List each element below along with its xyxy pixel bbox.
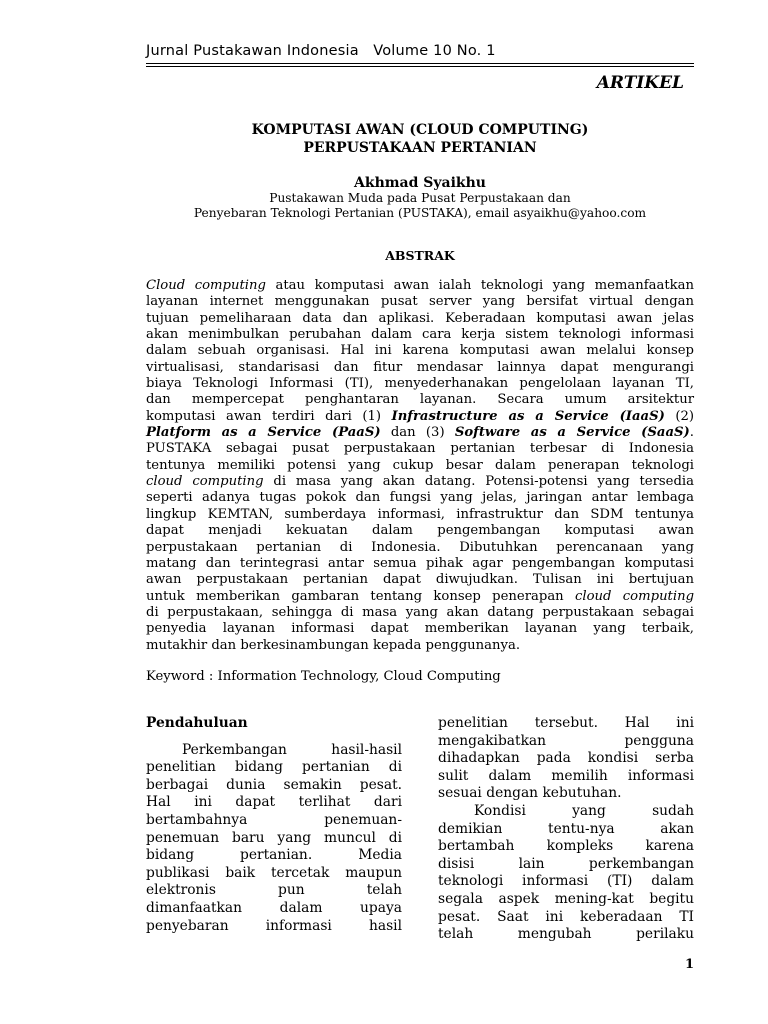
body-line: publikasi baik tercetak maupun (146, 864, 402, 881)
body-line: sesuai dengan kebutuhan. (438, 785, 622, 802)
abstract-line (146, 294, 694, 310)
abstract-line (146, 376, 694, 392)
abstract-text: tentunya memiliki potensi yang cukup besar dalam penerapan teknologi (146, 457, 694, 473)
abstract-line (146, 458, 694, 474)
abstract-text: awan perpustakaan pertanian dapat diwujudkan. Tulisan ini bertujuan (146, 572, 694, 588)
abstract-line (146, 311, 694, 327)
body-line: bertambah kompleks karena (438, 838, 694, 855)
body-line: elektronis pun telah (146, 882, 402, 899)
body-line: penelitian tersebut. Hal ini (438, 715, 694, 731)
abstract-text: penyedia layanan informasi dapat memberikan layanan yang terbaik, (146, 621, 694, 637)
abstract-line (146, 638, 694, 654)
body-line: bidang pertanian. Media (146, 847, 402, 864)
abstract-text: seperti adanya tugas pokok dan fungsi yang jelas, jaringan antar lembaga (146, 490, 694, 506)
abstract-emphasis: Infrastructure as a Service (IaaS) (391, 408, 665, 424)
abstract-line (146, 474, 694, 490)
body-line: segala aspek mening-kat begitu (438, 890, 694, 907)
body-line: penemuan baru yang muncul di (146, 829, 402, 846)
body-column-left (146, 715, 402, 935)
body-line: demikian tentu-nya akan (438, 820, 694, 837)
abstract-line (146, 572, 694, 588)
abstract-text: di masa yang akan datang. Potensi-potensi yang tersedia (263, 474, 694, 490)
abstract-line (146, 360, 694, 376)
author-affiliation-line2: Penyebaran Teknologi Pertanian (PUSTAKA), email asyaikhu@yahoo.com (193, 206, 647, 220)
abstract-text: virtualisasi, standarisasi dan fitur mendasar lainnya dapat mengurangi (146, 359, 694, 375)
abstract-line (146, 392, 694, 408)
abstract-text: biaya Teknologi Informasi (TI), menyederhanakan pengelolaan layanan TI, (146, 376, 694, 392)
abstract-line (146, 278, 694, 294)
body-line: dihadapkan pada kondisi serba (438, 750, 694, 767)
abstract-text: (2) (664, 408, 695, 424)
abstract-line (146, 556, 694, 572)
abstract-line (146, 490, 694, 506)
body-line: mengakibatkan pengguna (438, 732, 694, 749)
abstract-line (146, 621, 694, 637)
header-rule-thick (146, 63, 694, 64)
body-line: bertambahnya penemuan- (146, 811, 402, 828)
abstract-text: lingkup KEMTAN, sumberdaya informasi, infrastruktur dan SDM tentunya (146, 506, 694, 522)
keywords: Keyword : Information Technology, Cloud Computing (146, 669, 501, 684)
body-line: disisi lain perkembangan (438, 855, 694, 872)
body-line: Kondisi yang sudah (474, 802, 694, 819)
abstract-line (146, 441, 694, 457)
abstract-line (146, 523, 694, 539)
abstract-emphasis: Software as a Service (SaaS) (454, 425, 690, 441)
section-label: ARTIKEL (596, 73, 684, 93)
journal-header: Jurnal Pustakawan Indonesia Volume 10 No. 1 (146, 43, 496, 59)
author-name: Akhmad Syaikhu (354, 175, 486, 191)
abstract-line (146, 507, 694, 523)
body-line: teknologi informasi (TI) dalam (438, 873, 694, 890)
abstract-text: di perpustakaan, sehingga di masa yang akan datang perpustakaan sebagai (146, 604, 694, 620)
abstract-emphasis: Platform as a Service (PaaS) (146, 425, 381, 441)
abstract-text: PUSTAKA sebagai pusat perpustakaan pertanian terbesar di Indonesia (146, 441, 694, 457)
abstract-line (146, 540, 694, 556)
abstract-line (146, 605, 694, 621)
article-title-line2: PERPUSTAKAAN PERTANIAN (303, 140, 537, 156)
abstract-emphasis: cloud computing (575, 588, 695, 604)
abstract-heading: ABSTRAK (385, 248, 455, 263)
body-line: Perkembangan hasil-hasil (182, 741, 402, 758)
abstract-text: atau komputasi awan ialah teknologi yang memanfaatkan (265, 278, 694, 293)
abstract-emphasis: Cloud computing (146, 278, 266, 293)
body-column-right (438, 715, 694, 944)
abstract-text: dapat menjadi kekuatan dalam pengembangan komputasi awan (146, 523, 694, 539)
abstract-line (146, 589, 694, 605)
abstract-text: akan menimbulkan perubahan dalam cara kerja sistem teknologi informasi (146, 327, 694, 343)
abstract-text: . (689, 425, 694, 441)
body-line: sulit dalam memilih informasi (438, 767, 694, 784)
page-number: 1 (684, 957, 694, 972)
abstract-line (146, 343, 694, 359)
abstract-line (146, 425, 694, 441)
abstract-text: untuk memberikan gambaran tentang konsep penerapan (146, 588, 575, 604)
abstract-body (146, 278, 694, 654)
abstract-text: perpustakaan pertanian di Indonesia. Dibutuhkan perencanaan yang (146, 539, 694, 555)
abstract-emphasis: cloud computing (146, 474, 264, 490)
header-rule-thin (146, 66, 694, 67)
abstract-line (146, 327, 694, 343)
abstract-line (146, 409, 694, 425)
abstract-text: dalam sebuah organisasi. Hal ini karena komputasi awan melalui konsep (146, 343, 694, 359)
body-line: telah mengubah perilaku (438, 926, 694, 943)
abstract-text: dan (3) (380, 425, 455, 441)
abstract-text: mutakhir dan berkesinambungan kepada penggunanya. (146, 637, 521, 653)
body-line: dimanfaatkan dalam upaya (146, 899, 402, 916)
abstract-text: tujuan pemeliharaan data dan aplikasi. Keberadaan komputasi awan jelas (146, 310, 694, 326)
abstract-text: komputasi awan terdiri dari (1) (146, 408, 392, 424)
body-line: berbagai dunia semakin pesat. (146, 776, 402, 793)
body-line: pesat. Saat ini keberadaan TI (438, 908, 694, 925)
body-line: Hal ini dapat terlihat dari (146, 794, 402, 811)
author-affiliation-line1: Pustakawan Muda pada Pusat Perpustakaan dan (269, 191, 571, 205)
abstract-text: matang dan terintegrasi antar semua pihak agar pengembangan komputasi (146, 555, 694, 571)
body-line: penelitian bidang pertanian di (146, 759, 402, 776)
section-heading: Pendahuluan (146, 715, 248, 731)
abstract-text: layanan internet menggunakan pusat server yang bersifat virtual dengan (146, 294, 694, 310)
article-title-line1: KOMPUTASI AWAN (CLOUD COMPUTING) (251, 122, 589, 138)
abstract-text: dan mempercepat penghantaran layanan. Secara umum arsitektur (146, 392, 694, 408)
body-line: penyebaran informasi hasil (146, 917, 402, 934)
